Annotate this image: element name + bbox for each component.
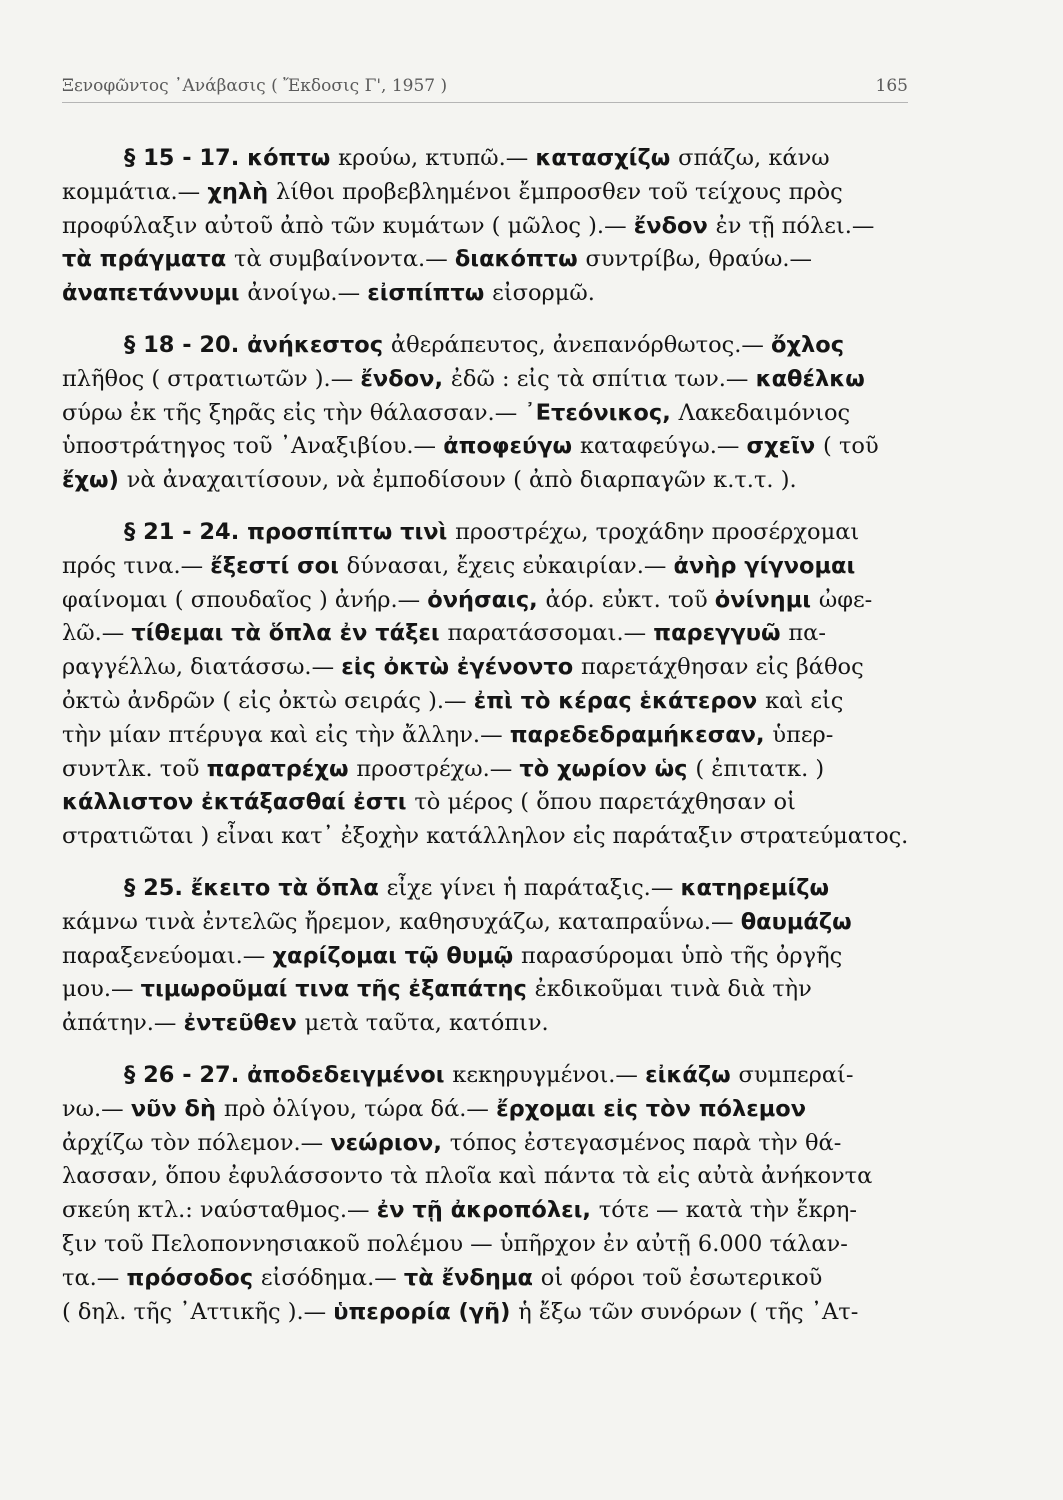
headword: διακόπτω — [454, 246, 586, 273]
headword: ἔνδον — [633, 212, 716, 239]
headword: κατηρεμίζω — [680, 874, 830, 901]
headword: καθέλκω — [755, 365, 865, 392]
gloss-text: ἐν τῇ πόλει.— — [715, 212, 875, 239]
gloss-text: νω.— — [62, 1095, 131, 1122]
headword: παρεδεδραμήκεσαν, — [509, 721, 773, 748]
gloss-text: τὴν μίαν πτέρυγα καὶ εἰς τὴν ἄλλην.— — [62, 721, 510, 748]
gloss-text: μετὰ ταῦτα, κατόπιν. — [304, 1010, 549, 1037]
headword: τὰ πράγματα — [62, 246, 235, 273]
gloss-text: καταφεύγω.— — [579, 433, 747, 460]
headword: παρατρέχω — [206, 755, 357, 782]
gloss-text: πρὸ ὀλίγου, τώρα δά.— — [223, 1095, 497, 1122]
text-line — [62, 872, 908, 906]
gloss-text: καὶ εἰς — [765, 687, 844, 714]
headword: θαυμάζω — [740, 908, 852, 935]
gloss-text: πρός τινα.— — [62, 552, 211, 579]
running-head-title: Ξενοφῶντος ᾿Ανάβασις ( Ἔκδοσις Γ', 1957 ) — [62, 76, 448, 96]
headword: νεώριον, — [330, 1129, 450, 1156]
gloss-text: λασσαν, ὅπου ἐφυλάσσοντο τὰ πλοῖα καὶ πάντα τὰ εἰς αὐτὰ ἀνήκοντα — [62, 1163, 873, 1190]
headword: ἐν τῇ ἀκροπόλει, — [376, 1197, 599, 1224]
gloss-text: φαίνομαι ( σπουδαῖος ) ἀνήρ.— — [62, 586, 428, 613]
text-line — [62, 277, 908, 311]
gloss-text: ὑποστράτηγος τοῦ ᾿Αναξιβίου.— — [62, 433, 444, 460]
headword: νῦν δὴ — [130, 1095, 224, 1122]
gloss-text: ( ἐπιτατκ. ) — [695, 755, 825, 782]
gloss-text: εἶχε γίνει ἡ παράταξις.— — [386, 874, 681, 901]
headword: τὰ ἔνδημα — [403, 1264, 541, 1291]
text-line — [62, 753, 908, 787]
gloss-text: σπάζω, κάνω — [678, 145, 830, 171]
headword: εἰκάζω — [645, 1061, 739, 1088]
headword: πρόσοδος — [126, 1264, 261, 1291]
paragraph-gap — [62, 854, 908, 872]
gloss-text: νὰ ἀναχαιτίσουν, νὰ ἐμποδίσουν ( ἀπὸ διαρπαγῶν κ.τ.τ. ). — [126, 467, 797, 494]
text-line — [62, 651, 908, 685]
text-line — [62, 464, 908, 498]
headword: ᾿Ετεόνικος, — [524, 399, 679, 426]
gloss-text: τότε — κατὰ τὴν ἔκρη- — [598, 1197, 857, 1224]
text-line — [62, 142, 908, 176]
headword: ἔρχομαι εἰς τὸν πόλεμον — [496, 1095, 807, 1122]
gloss-text: Λακεδαιμόνιος — [678, 399, 851, 426]
text-line — [62, 243, 908, 277]
gloss-text: παρετάχθησαν εἰς βάθος — [581, 654, 864, 681]
headword: ἐντεῦθεν — [183, 1010, 305, 1037]
gloss-text: ἀνοίγω.— — [247, 280, 368, 307]
gloss-text: κομμάτια.— — [62, 178, 208, 205]
gloss-text: ἀόρ. εὐκτ. τοῦ — [545, 586, 715, 613]
gloss-text: κάμνω τινὰ ἐντελῶς ἤρεμον, καθησυχάζω, καταπραΰνω.— — [62, 908, 741, 935]
gloss-text: προστρέχω, τροχάδην προσέρχομαι — [455, 518, 860, 545]
headword: ὑπερορία (γῆ) — [333, 1298, 519, 1325]
text-line — [62, 1160, 908, 1194]
text-line — [62, 397, 908, 431]
section-paragraph — [62, 142, 908, 311]
section-paragraph — [62, 329, 908, 498]
glossary-text — [62, 142, 908, 1329]
gloss-text: λίθοι προβεβλημένοι ἔμπροσθεν τοῦ τείχους πρὸς — [275, 178, 843, 205]
gloss-text: ἐκδικοῦμαι τινὰ διὰ τὴν — [534, 976, 812, 1003]
text-line — [62, 210, 908, 244]
gloss-text: παρατάσσομαι.— — [447, 620, 654, 647]
gloss-text: σύρω ἐκ τῆς ξηρᾶς εἰς τὴν θάλασσαν.— — [62, 399, 525, 426]
gloss-text: ξιν τοῦ Πελοποννησιακοῦ πολέμου — ὑπῆρχον ἐν αὐτῇ 6.000 τάλαν- — [62, 1230, 848, 1257]
running-head — [62, 72, 908, 103]
headword: κατασχίζω — [535, 145, 679, 171]
section-paragraph — [62, 1059, 908, 1329]
text-line — [62, 430, 908, 464]
section-paragraph — [62, 516, 908, 854]
gloss-text: παρασύρομαι ὑπὸ τῆς ὀργῆς — [521, 942, 843, 969]
gloss-text: ( δηλ. τῆς ᾿Αττικῆς ).— — [62, 1298, 334, 1325]
text-line — [62, 516, 908, 550]
text-line — [62, 685, 908, 719]
gloss-text: ραγγέλλω, διατάσσω.— — [62, 654, 342, 681]
headword: κάλλιστον ἐκτάξασθαί ἐστι — [62, 789, 415, 816]
gloss-text: ἀρχίζω τὸν πόλεμον.— — [62, 1129, 331, 1156]
paragraph-gap — [62, 498, 908, 516]
headword: ἀποφεύγω — [443, 433, 580, 460]
headword: ἐπὶ τὸ κέρας ἑκάτερον — [473, 687, 766, 714]
gloss-text: μου.— — [62, 976, 141, 1003]
gloss-text: παραξενεύομαι.— — [62, 942, 273, 969]
gloss-text: τόπος ἐστεγασμένος παρὰ τὴν θά- — [449, 1129, 842, 1156]
gloss-text: πα- — [788, 620, 826, 647]
headword: ἔνδον, — [360, 365, 451, 392]
text-line — [62, 363, 908, 397]
headword: εἰς ὀκτὼ ἐγένοντο — [341, 654, 582, 681]
headword: τὸ χωρίον ὡς — [519, 755, 696, 782]
paragraph-gap — [62, 311, 908, 329]
paragraph-gap — [62, 1041, 908, 1059]
gloss-text: προφύλαξιν αὐτοῦ ἀπὸ τῶν κυμάτων ( μῶλος ).— — [62, 212, 634, 239]
gloss-text: στρατιῶται ) εἶναι κατ᾿ ἐξοχὴν κατάλληλον εἰς παράταξιν στρατεύματος. — [62, 823, 909, 850]
gloss-text: κρούω, κτυπῶ.— — [338, 145, 536, 171]
text-line — [62, 550, 908, 584]
headword: § 15 - 17. κόπτω — [124, 145, 339, 171]
headword: παρεγγυῶ — [653, 620, 789, 647]
gloss-text: προστρέχω.— — [356, 755, 520, 782]
headword: § 21 - 24. προσπίπτω τινὶ — [124, 518, 456, 545]
gloss-text: σκεύη κτλ.: ναύσταθμος.— — [62, 1197, 377, 1224]
gloss-text: ἀθεράπευτος, ἀνεπανόρθωτος.— — [390, 331, 772, 358]
gloss-text: ἡ ἔξω τῶν συνόρων ( τῆς ᾿Ατ- — [518, 1298, 859, 1325]
headword: ὀνίνημι — [714, 586, 819, 613]
headword: § 26 - 27. ἀποδεδειγμένοι — [124, 1061, 453, 1088]
text-line — [62, 973, 908, 1007]
gloss-text: συντρίβω, θραύω.— — [585, 246, 813, 273]
headword: σχεῖν — [746, 433, 824, 460]
text-line — [62, 820, 908, 854]
text-line — [62, 906, 908, 940]
headword: § 18 - 20. ἀνήκεστος — [124, 331, 391, 358]
text-line — [62, 617, 908, 651]
gloss-text: εἰσόδημα.— — [260, 1264, 404, 1291]
gloss-text: κεκηρυγμένοι.— — [452, 1061, 646, 1088]
headword: ἔχω) — [62, 467, 127, 494]
headword: εἰσπίπτω — [367, 280, 493, 307]
gloss-text: ἀπάτην.— — [62, 1010, 184, 1037]
section-paragraph — [62, 872, 908, 1041]
text-line — [62, 329, 908, 363]
gloss-text: δύνασαι, ἔχεις εὐκαιρίαν.— — [346, 552, 674, 579]
headword: ὄχλος — [771, 331, 845, 358]
text-line — [62, 719, 908, 753]
gloss-text: οἱ φόροι τοῦ ἐσωτερικοῦ — [540, 1264, 823, 1291]
gloss-text: τα.— — [62, 1264, 127, 1291]
text-line — [62, 1194, 908, 1228]
gloss-text: τὰ συμβαίνοντα.— — [234, 246, 455, 273]
gloss-text: ( τοῦ — [823, 433, 879, 460]
gloss-text: ὀκτὼ ἀνδρῶν ( εἰς ὀκτὼ σειράς ).— — [62, 687, 474, 714]
text-line — [62, 176, 908, 210]
headword: τίθεμαι τὰ ὅπλα ἐν τάξει — [131, 620, 448, 647]
headword: χηλὴ — [207, 178, 276, 205]
gloss-text: ὠφε- — [818, 586, 873, 613]
text-line — [62, 1262, 908, 1296]
gloss-text: λῶ.— — [62, 620, 132, 647]
gloss-text: τὸ μέρος ( ὅπου παρετάχθησαν οἱ — [414, 789, 796, 816]
text-line — [62, 1093, 908, 1127]
headword: ὀνήσαις, — [427, 586, 546, 613]
gloss-text: συντλκ. τοῦ — [62, 755, 207, 782]
gloss-text: πλῆθος ( στρατιωτῶν ).— — [62, 365, 361, 392]
headword: ἀνὴρ γίγνομαι — [673, 552, 856, 579]
text-line — [62, 584, 908, 618]
gloss-text: συμπεραί- — [738, 1061, 854, 1088]
gloss-text: ὑπερ- — [772, 721, 834, 748]
text-line — [62, 1059, 908, 1093]
text-line — [62, 1228, 908, 1262]
headword: χαρίζομαι τῷ θυμῷ — [272, 942, 522, 969]
headword: ἔξεστί σοι — [210, 552, 347, 579]
headword: τιμωροῦμαί τινα τῆς ἐξαπάτης — [140, 976, 535, 1003]
gloss-text: ἐδῶ : εἰς τὰ σπίτια των.— — [450, 365, 756, 392]
text-line — [62, 1127, 908, 1161]
text-line — [62, 1296, 908, 1330]
text-line — [62, 940, 908, 974]
page-number: 165 — [875, 76, 908, 96]
gloss-text: εἰσορμῶ. — [492, 280, 595, 307]
headword: ἀναπετάννυμι — [62, 280, 248, 307]
text-line — [62, 1007, 908, 1041]
text-line — [62, 786, 908, 820]
headword: § 25. ἔκειτο τὰ ὅπλα — [124, 874, 387, 901]
